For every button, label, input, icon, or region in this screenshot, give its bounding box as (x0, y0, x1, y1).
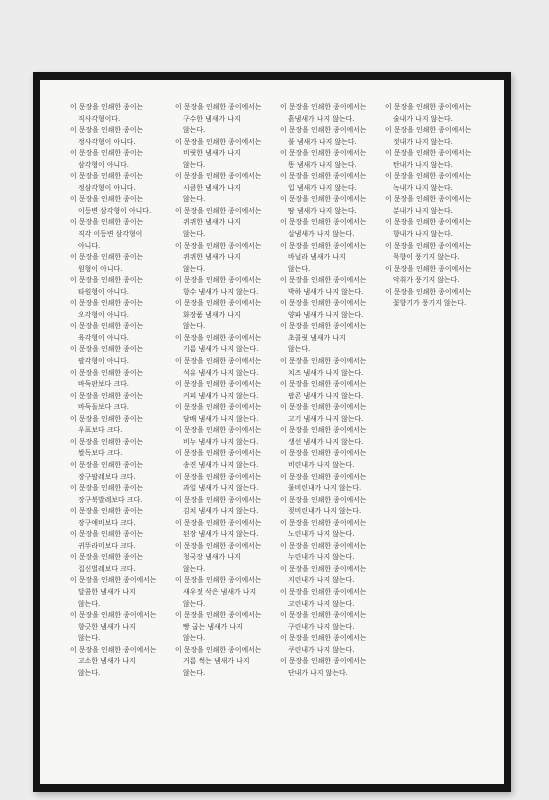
sentence (175, 102, 280, 137)
sentence (175, 495, 280, 518)
sentence-line: 이 문장을 인쇄한 종이에서는 (280, 518, 367, 527)
sentence-line: 녹내가 나지 않는다. (393, 183, 453, 192)
sentence-line: 않는다. (78, 599, 101, 608)
sentence-line: 묵향이 풍기지 않는다. (393, 253, 460, 262)
sentence-line: 이 문장을 인쇄한 종이에서는 (70, 611, 157, 620)
sentence (70, 575, 175, 610)
sentence (70, 321, 175, 344)
sentence-line: 거름 썩는 냄새가 나지 (183, 657, 250, 666)
sentence-line: 이 문장을 인쇄한 종이는 (70, 218, 144, 227)
sentence-line: 이 문장을 인쇄한 종이에서는 (280, 299, 367, 308)
sentence-line: 않는다. (183, 668, 206, 677)
sentence-line: 귀뚜라미보다 크다. (78, 541, 136, 550)
sentence-line: 이 문장을 인쇄한 종이에서는 (280, 541, 367, 550)
sentence-line: 이 문장을 인쇄한 종이에서는 (280, 380, 367, 389)
sentence-line: 송진 냄새가 나지 않는다. (183, 460, 259, 469)
sentence-line: 않는다. (78, 634, 101, 643)
sentence-line: 이 문장을 인쇄한 종이에서는 (280, 149, 367, 158)
sentence-line: 이 문장을 인쇄한 종이는 (70, 460, 144, 469)
sentence (70, 529, 175, 552)
sentence (70, 506, 175, 529)
sentence-line: 퀴퀴한 냄새가 나지 (183, 253, 241, 262)
sentence (70, 344, 175, 367)
sentence (280, 633, 385, 656)
sentence-line: 정삼각형이 아니다. (78, 183, 136, 192)
sentence (70, 194, 175, 217)
sentence-line: 청국장 냄새가 나지 (183, 553, 241, 562)
text-column-1 (70, 102, 175, 679)
sentence-line: 이 문장을 인쇄한 종이는 (70, 103, 144, 111)
sentence (175, 333, 280, 356)
sentence-line: 누린내가 나지 않는다. (288, 553, 355, 562)
sentence-line: 않는다. (183, 564, 206, 573)
poster-frame (33, 72, 511, 792)
sentence-line: 비린내가 나지 않는다. (288, 460, 355, 469)
sentence-line: 육각형이 아니다. (78, 333, 129, 342)
sentence-line: 향수 냄새가 나지 않는다. (183, 287, 259, 296)
sentence-line: 과일 냄새가 나지 않는다. (183, 484, 259, 493)
sentence (385, 241, 490, 264)
sentence (280, 472, 385, 495)
sentence-line: 물비린내가 나지 않는다. (288, 484, 362, 493)
sentence-line: 술내가 나지 않는다. (393, 114, 453, 123)
sentence-line: 이 문장을 인쇄한 종이에서는 (175, 426, 262, 435)
sentence (175, 541, 280, 576)
sentence-line: 살냄새가 나지 않는다. (288, 230, 355, 239)
sentence-line: 이 문장을 인쇄한 종이에서는 (175, 333, 262, 342)
sentence (175, 645, 280, 680)
sentence-line: 이 문장을 인쇄한 종이에서는 (280, 172, 367, 181)
sentence (70, 252, 175, 275)
sentence-line: 이 문장을 인쇄한 종이에서는 (280, 426, 367, 435)
sentence-line: 이 문장을 인쇄한 종이에서는 (385, 264, 472, 273)
sentence-line: 이 문장을 인쇄한 종이에서는 (175, 611, 262, 620)
sentence-line: 않는다. (183, 264, 206, 273)
sentence-line: 타원형이 아니다. (78, 287, 129, 296)
sentence-line: 이 문장을 인쇄한 종이에서는 (385, 172, 472, 181)
sentence-line: 김치 냄새가 나지 않는다. (183, 507, 259, 516)
sentence-line: 비누 냄새가 나지 않는다. (183, 437, 259, 446)
sentence (280, 298, 385, 321)
sentence-line: 장구애비보다 크다. (78, 518, 136, 527)
sentence (175, 275, 280, 298)
sentence-line: 우표보다 크다. (78, 426, 123, 435)
sentence-line: 이 문장을 인쇄한 종이에서는 (175, 472, 262, 481)
text-column-4 (385, 102, 490, 679)
sentence-line: 노린내가 나지 않는다. (288, 530, 355, 539)
sentence-line: 이 문장을 인쇄한 종이는 (70, 414, 144, 423)
sentence (70, 125, 175, 148)
sentence-line: 이 문장을 인쇄한 종이는 (70, 530, 144, 539)
sentence-line: 흙냄새가 나지 않는다. (288, 114, 355, 123)
sentence-line: 된장 냄새가 나지 않는다. (183, 530, 259, 539)
sentence-line: 이 문장을 인쇄한 종이에서는 (280, 472, 367, 481)
sentence (280, 148, 385, 171)
sentence-line: 구린내가 나지 않는다. (288, 622, 355, 631)
sentence-line: 않는다. (183, 599, 206, 608)
text-column-2 (175, 102, 280, 679)
sentence (280, 241, 385, 276)
sentence-line: 초콜릿 냄새가 나지 (288, 333, 346, 342)
sentence (175, 379, 280, 402)
sentence-line: 이 문장을 인쇄한 종이에서는 (280, 403, 367, 412)
sentence-line: 직각 이등변 삼각형이 (78, 230, 143, 239)
sentence-line: 분내가 나지 않는다. (393, 206, 453, 215)
sentence-line: 고린내가 나지 않는다. (288, 599, 355, 608)
sentence-line: 이 문장을 인쇄한 종이에서는 (175, 645, 262, 654)
sentence-line: 꽃향기가 풍기지 않는다. (393, 299, 467, 308)
sentence-line: 않는다. (183, 126, 206, 135)
sentence-line: 이 문장을 인쇄한 종이에서는 (385, 149, 472, 158)
sentence-line: 이 문장을 인쇄한 종이에서는 (385, 126, 472, 135)
sentence-line: 정사각형이 아니다. (78, 137, 136, 146)
sentence-line: 원형이 아니다. (78, 264, 123, 273)
sentence-line: 고소한 냄새가 나지 (78, 657, 136, 666)
sentence (280, 102, 385, 125)
sentence-line: 이 문장을 인쇄한 종이에서는 (175, 403, 262, 412)
sentence-line: 장구팔레보다 크다. (78, 472, 136, 481)
sentence-line: 치즈 냄새가 나지 않는다. (288, 368, 364, 377)
sentence-line: 석유 냄새가 나지 않는다. (183, 368, 259, 377)
sentence (70, 437, 175, 460)
sentence-line: 구수한 냄새가 나지 (183, 114, 241, 123)
sentence (280, 541, 385, 564)
sentence-line: 이 문장을 인쇄한 종이는 (70, 437, 144, 446)
sentence (280, 402, 385, 425)
sentence-line: 쌀독보다 크다. (78, 449, 123, 458)
sentence-line: 이 문장을 인쇄한 종이에서는 (385, 103, 472, 111)
sentence (70, 552, 175, 575)
sentence-line: 이 문장을 인쇄한 종이는 (70, 195, 144, 204)
sentence-line: 지린내가 나지 않는다. (288, 576, 355, 585)
sentence-line: 이 문장을 인쇄한 종이는 (70, 322, 144, 331)
sentence-line: 이 문장을 인쇄한 종이에서는 (280, 126, 367, 135)
sentence-line: 이 문장을 인쇄한 종이에서는 (175, 576, 262, 585)
sentence-line: 직사각형이다. (78, 114, 121, 123)
sentence-line: 새우젓 삭은 냄새가 나지 (183, 587, 257, 596)
sentence (280, 610, 385, 633)
sentence (70, 275, 175, 298)
sentence-line: 삼각형이 아니다. (78, 160, 129, 169)
sentence-line: 고기 냄새가 나지 않는다. (288, 414, 364, 423)
sentence-line: 이 문장을 인쇄한 종이는 (70, 276, 144, 285)
sentence-line: 박하 냄새가 나지 않는다. (288, 287, 364, 296)
sentence (385, 264, 490, 287)
sentence-line: 이 문장을 인쇄한 종이는 (70, 299, 144, 308)
sentence-line: 이 문장을 인쇄한 종이에서는 (280, 611, 367, 620)
sentence-line: 젖비린내가 나지 않는다. (288, 507, 362, 516)
sentence-line: 이 문장을 인쇄한 종이는 (70, 126, 144, 135)
sentence (280, 448, 385, 471)
sentence-line: 이 문장을 인쇄한 종이에서는 (70, 576, 157, 585)
sentence-line: 이 문장을 인쇄한 종이에서는 (175, 357, 262, 366)
sentence-line: 이 문장을 인쇄한 종이에서는 (175, 276, 262, 285)
sentence-line: 이 문장을 인쇄한 종이에서는 (175, 172, 262, 181)
sentence-line: 이 문장을 인쇄한 종이는 (70, 345, 144, 354)
sentence-line: 이 문장을 인쇄한 종이에서는 (280, 634, 367, 643)
sentence (70, 414, 175, 437)
sentence (175, 402, 280, 425)
sentence-line: 팝콘 냄새가 나지 않는다. (288, 391, 364, 400)
sentence-line: 이 문장을 인쇄한 종이에서는 (280, 564, 367, 573)
sentence-line: 이 문장을 인쇄한 종이에서는 (280, 449, 367, 458)
sentence-line: 달콤한 냄새가 나지 (78, 587, 136, 596)
sentence (175, 206, 280, 241)
sentence-line: 양파 냄새가 나지 않는다. (288, 310, 364, 319)
sentence-line: 않는다. (183, 230, 206, 239)
sentence (280, 587, 385, 610)
sentence-line: 담배 냄새가 나지 않는다. (183, 414, 259, 423)
sentence (70, 148, 175, 171)
sentence-line: 화장품 냄새가 나지 (183, 310, 241, 319)
sentence-line: 이 문장을 인쇄한 종이에서는 (175, 241, 262, 250)
sentence-line: 똥 냄새가 나지 않는다. (288, 160, 357, 169)
sentence-line: 퀴퀴한 냄새가 나지 (183, 218, 241, 227)
sentence-line: 악취가 풍기지 않는다. (393, 276, 460, 285)
sentence-line: 이 문장을 인쇄한 종이는 (70, 391, 144, 400)
sentence-line: 이 문장을 인쇄한 종이에서는 (280, 322, 367, 331)
sentence (70, 171, 175, 194)
sentence-line: 않는다. (183, 322, 206, 331)
sentence-line: 탄내가 나지 않는다. (393, 160, 453, 169)
sentence-line: 이 문장을 인쇄한 종이는 (70, 484, 144, 493)
sentence (385, 171, 490, 194)
sentence (70, 483, 175, 506)
sentence-line: 않는다. (183, 195, 206, 204)
sentence-line: 이 문장을 인쇄한 종이에서는 (280, 657, 367, 666)
sentence (280, 656, 385, 679)
sentence (280, 495, 385, 518)
sentence (70, 102, 175, 125)
sentence-line: 풀 냄새가 나지 않는다. (288, 137, 357, 146)
sentence (70, 610, 175, 645)
sentence (70, 368, 175, 391)
sentence-line: 이 문장을 인쇄한 종이에서는 (280, 241, 367, 250)
sentence-line: 바둑돌보다 크다. (78, 403, 129, 412)
sentence (280, 171, 385, 194)
sentence-line: 장구북발레보다 크다. (78, 495, 143, 504)
sentence (280, 275, 385, 298)
sentence-line: 이 문장을 인쇄한 종이는 (70, 507, 144, 516)
sentence-line: 이 문장을 인쇄한 종이에서는 (280, 218, 367, 227)
sentence-line: 이 문장을 인쇄한 종이에서는 (280, 276, 367, 285)
sentence (385, 217, 490, 240)
sentence-line: 이 문장을 인쇄한 종이에서는 (175, 299, 262, 308)
sentence-line: 땀 냄새가 나지 않는다. (288, 206, 357, 215)
sentence (175, 241, 280, 276)
sentence-line: 이 문장을 인쇄한 종이에서는 (175, 449, 262, 458)
sentence-line: 이 문장을 인쇄한 종이에서는 (280, 103, 367, 111)
sentence-line: 이 문장을 인쇄한 종이에서는 (175, 137, 262, 146)
sentence (175, 518, 280, 541)
sentence-line: 젓내가 나지 않는다. (393, 137, 453, 146)
sentence-line: 쿠린내가 나지 않는다. (288, 645, 355, 654)
sentence-line: 않는다. (183, 160, 206, 169)
sentence-line: 이등변 삼각형이 아니다. (78, 206, 152, 215)
sentence-line: 아니다. (78, 241, 101, 250)
sentence-line: 이 문장을 인쇄한 종이는 (70, 172, 144, 181)
sentence-line: 바둑판보다 크다. (78, 380, 129, 389)
sentence (280, 125, 385, 148)
sentence-line: 이 문장을 인쇄한 종이는 (70, 149, 144, 158)
sentence-line: 이 문장을 인쇄한 종이에서는 (385, 218, 472, 227)
sentence (175, 171, 280, 206)
sentence (175, 356, 280, 379)
sentence-line: 이 문장을 인쇄한 종이는 (70, 253, 144, 262)
sentence-line: 시큼한 냄새가 나지 (183, 183, 241, 192)
sentence-line: 비릿한 냄새가 나지 (183, 149, 241, 158)
sentence (280, 564, 385, 587)
sentence-line: 이 문장을 인쇄한 종이에서는 (175, 103, 262, 111)
sentence (70, 298, 175, 321)
sentence-line: 빵 굽는 냄새가 나지 (183, 622, 243, 631)
sentence-line: 팔각형이 아니다. (78, 357, 129, 366)
sentence-line: 단내가 나지 않는다. (288, 668, 348, 677)
sentence (280, 425, 385, 448)
sentence-line: 입 냄새가 나지 않는다. (288, 183, 357, 192)
sentence (385, 125, 490, 148)
sentence (280, 321, 385, 356)
sentence-line: 향내가 나지 않는다. (393, 230, 453, 239)
sentence-line: 이 문장을 인쇄한 종이에서는 (280, 587, 367, 596)
sentence-line: 집신벌레보다 크다. (78, 564, 136, 573)
sentence (175, 448, 280, 471)
sentence-line: 이 문장을 인쇄한 종이는 (70, 553, 144, 562)
sentence-line: 이 문장을 인쇄한 종이에서는 (175, 518, 262, 527)
sentence-line: 이 문장을 인쇄한 종이에서는 (280, 357, 367, 366)
sentence-line: 생선 냄새가 나지 않는다. (288, 437, 364, 446)
sentence-line: 기름 냄새가 나지 않는다. (183, 345, 259, 354)
text-columns (70, 102, 490, 679)
sentence (280, 379, 385, 402)
sentence (385, 194, 490, 217)
sentence (70, 391, 175, 414)
sentence-line: 이 문장을 인쇄한 종이에서는 (385, 287, 472, 296)
sentence-line: 이 문장을 인쇄한 종이에서는 (175, 495, 262, 504)
poster-paper (40, 80, 504, 784)
sentence (70, 460, 175, 483)
sentence-line: 않는다. (288, 345, 311, 354)
sentence-line: 이 문장을 인쇄한 종이는 (70, 368, 144, 377)
sentence-line: 않는다. (288, 264, 311, 273)
sentence (280, 518, 385, 541)
sentence (385, 148, 490, 171)
sentence (175, 137, 280, 172)
sentence (175, 610, 280, 645)
sentence-line: 이 문장을 인쇄한 종이에서는 (70, 645, 157, 654)
sentence-line: 커피 냄새가 나지 않는다. (183, 391, 259, 400)
sentence-line: 향긋한 냄새가 나지 (78, 622, 136, 631)
sentence-line: 오각형이 아니다. (78, 310, 129, 319)
sentence-line: 이 문장을 인쇄한 종이에서는 (385, 241, 472, 250)
sentence-line: 않는다. (78, 668, 101, 677)
sentence (280, 356, 385, 379)
sentence-line: 바닐라 냄새가 나지 (288, 253, 346, 262)
sentence (175, 425, 280, 448)
sentence-line: 이 문장을 인쇄한 종이에서는 (280, 195, 367, 204)
sentence (280, 217, 385, 240)
sentence (70, 645, 175, 680)
sentence-line: 이 문장을 인쇄한 종이에서는 (175, 380, 262, 389)
sentence (385, 102, 490, 125)
sentence (175, 298, 280, 333)
sentence (175, 575, 280, 610)
sentence-line: 이 문장을 인쇄한 종이에서는 (175, 541, 262, 550)
sentence-line: 이 문장을 인쇄한 종이에서는 (175, 206, 262, 215)
sentence-line: 이 문장을 인쇄한 종이에서는 (280, 495, 367, 504)
text-column-3 (280, 102, 385, 679)
sentence-line: 않는다. (183, 634, 206, 643)
sentence-line: 이 문장을 인쇄한 종이에서는 (385, 195, 472, 204)
sentence (280, 194, 385, 217)
sentence (70, 217, 175, 252)
sentence (385, 287, 490, 310)
sentence (175, 472, 280, 495)
